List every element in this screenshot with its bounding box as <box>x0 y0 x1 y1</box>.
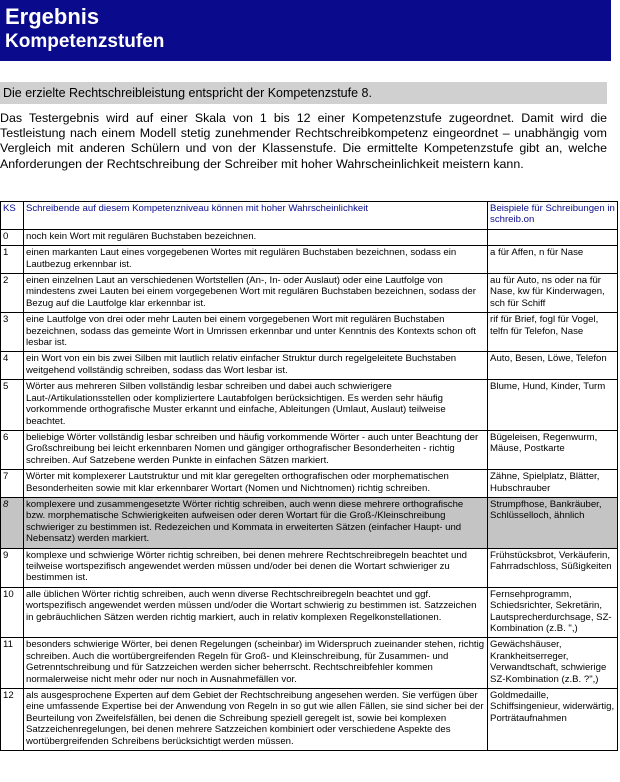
description-cell: Wörter mit komplexerer Lautstruktur und mit klar geregelten orthografischen oder morphematischen Besonderheiten sowie mit klar erkennbarer Wortart (Nomen und Nichtnomen) richtig schreiben. <box>23 470 487 498</box>
header-examples: Beispiele für Schreibungen in schreib.on <box>488 202 618 230</box>
examples-cell: Fernsehprogramm, Schiedsrichter, Sekretärin, Lautsprecherdurchsage, SZ-Kombination (z.B. ",) <box>488 587 618 638</box>
examples-cell: au für Auto, ns oder na für Nase, kw für Kinderwagen, sch für Schiff <box>488 274 618 313</box>
table-row <box>1 380 618 431</box>
description-cell: eine Lautfolge von drei oder mehr Lauten bei einem vorgegebenen Wort mit regulären Buchstaben bezeichnen, sodass das gemeinte Wort in Umrissen erkennbar und unter Kenntnis des Kontexts schon oft lesbar ist. <box>23 313 487 352</box>
examples-cell: a für Affen, n für Nase <box>488 246 618 274</box>
description-cell: einen markanten Laut eines vorgegebenen Wortes mit regulären Buchstaben bezeichnen, sodass ein Lautbezug erkennbar ist. <box>23 246 487 274</box>
examples-cell: Zähne, Spielplatz, Blätter, Hubschrauber <box>488 470 618 498</box>
table-row <box>1 689 618 751</box>
page-title: Ergebnis <box>5 4 100 29</box>
ks-cell: 1 <box>1 246 24 274</box>
examples-cell: Blume, Hund, Kinder, Turm <box>488 380 618 431</box>
competence-table <box>0 201 618 751</box>
examples-cell: Gewächshäuser, Krankheitserreger, Verwandtschaft, schwierige SZ-Kombination (z.B. ?",) <box>488 638 618 689</box>
ks-cell: 9 <box>1 548 24 587</box>
table-row <box>1 352 618 380</box>
ks-cell: 5 <box>1 380 24 431</box>
table-row <box>1 587 618 638</box>
examples-cell: rif für Brief, fogl für Vogel, telfn für Telefon, Nase <box>488 313 618 352</box>
ks-cell: 7 <box>1 470 24 498</box>
table-row <box>1 246 618 274</box>
examples-cell: Auto, Besen, Löwe, Telefon <box>488 352 618 380</box>
examples-cell: Frühstücksbrot, Verkäuferin, Fahrradschloss, Süßigkeiten <box>488 548 618 587</box>
page-subtitle: Kompetenzstufen <box>5 31 165 52</box>
header-ks: KS <box>1 202 24 230</box>
description-cell: noch kein Wort mit regulären Buchstaben bezeichnen. <box>23 229 487 245</box>
description-cell: komplexe und schwierige Wörter richtig schreiben, bei denen mehrere Rechtschreibregeln beachtet und teilweise wortspezifisch angewendet werden müssen und/oder bei denen die Wortart schwieriger zu bestimmen ist. <box>23 548 487 587</box>
ks-cell: 11 <box>1 638 24 689</box>
table-row <box>1 548 618 587</box>
intro-paragraph: Das Testergebnis wird auf einer Skala von 1 bis 12 einer Kompetenzstufe zugeordnet. Damit wird die Testleistung nach einem Modell stetig zunehmender Rechtschreibkompetenz eingeordnet – unabhängig vom Vergleich mit anderen Schülern und von der Klassenstufe. Die ermittelte Kompetenzstufe gibt an, welche Anforderungen der Rechtschreibung der Schreiber mit hoher Wahrscheinlichkeit meistern kann. <box>0 111 607 171</box>
ks-cell: 10 <box>1 587 24 638</box>
ks-cell: 0 <box>1 229 24 245</box>
description-cell: besonders schwierige Wörter, bei denen Regelungen (scheinbar) im Widerspruch zueinander stehen, richtig schreiben. Auch die wortübergreifenden Regeln für Groß- und Kleinschreibung, für Zusammen- und Getrenntschreibung und für Satzzeichen werden sicher beherrscht. Rechtschreibfehler kommen normalerweise nicht mehr oder nur noch in Ausnahmefällen vor. <box>23 638 487 689</box>
ks-cell: 12 <box>1 689 24 751</box>
description-cell: komplexere und zusammengesetzte Wörter richtig schreiben, auch wenn diese mehrere orthografische bzw. morphematische Schwierigkeiten aufweisen oder deren Wortart für die Groß-/Kleinschreibung schwieriger zu bestimmen ist. Redezeichen und Kommata in erweiterten Sätzen (einfacher Haupt- und Nebensatz) werden markiert. <box>23 497 487 548</box>
examples-cell: Bügeleisen, Regenwurm, Mäuse, Postkarte <box>488 430 618 469</box>
ks-cell: 3 <box>1 313 24 352</box>
table-row <box>1 638 618 689</box>
description-cell: Wörter aus mehreren Silben vollständig lesbar schreiben und dabei auch schwierigere Laut-/Artikulationsstellen oder kompliziertere Lautabfolgen berücksichtigen. Es werden sehr häufig vorkommende orthografische Muster erkannt und einfache, Ableitungen (Umlaut, Auslaut) teilweise beachtet. <box>23 380 487 431</box>
ks-cell: 2 <box>1 274 24 313</box>
page-header <box>0 0 611 61</box>
description-cell: ein Wort von ein bis zwei Silben mit lautlich relativ einfacher Struktur durch regelgeleitete Buchstaben weitgehend vollständig schreiben, sodass das Wort lesbar ist. <box>23 352 487 380</box>
table-row <box>1 470 618 498</box>
description-cell: einen einzelnen Laut an verschiedenen Wortstellen (An-, In- oder Auslaut) oder eine Lautfolge von mindestens zwei Lauten bei einem vorgegebenen Wort mit regulären Buchstaben bezeichnen, sodass der Bezug auf die Lautfolge klar erkennbar ist. <box>23 274 487 313</box>
ks-cell: 6 <box>1 430 24 469</box>
ks-cell: 8 <box>1 497 24 548</box>
ks-cell: 4 <box>1 352 24 380</box>
table-row <box>1 430 618 469</box>
table-row <box>1 313 618 352</box>
description-cell: beliebige Wörter vollständig lesbar schreiben und häufig vorkommende Wörter - auch unter Beachtung der Großschreibung bei leicht erkennbaren Nomen und gängiger orthografischer Besonderheiten - richtig schreiben. Auf Satzebene werden Punkte in einfachen Sätzen markiert. <box>23 430 487 469</box>
table-row <box>1 229 618 245</box>
table-header-row <box>1 202 618 230</box>
examples-cell: Goldmedaille, Schiffsingenieur, widerwärtig, Porträtaufnahmen <box>488 689 618 751</box>
description-cell: als ausgesprochene Experten auf dem Gebiet der Rechtschreibung angesehen werden. Sie verfügen über eine umfassende Expertise bei der Anwendung von Regeln in so gut wie allen Fällen, sie sind sicher bei der Beurteilung von Zweifelsfällen, bei denen die Schreibung speziell geregelt ist, sowie bei komplexen Satzzeichenregelungen, bei denen mehrere Satzzeichen kombiniert oder verschiedene Aspekte des wortübergreifenden Schreibens berücksichtigt werden müssen. <box>23 689 487 751</box>
result-statement: Die erzielte Rechtschreibleistung entspricht der Kompetenzstufe 8. <box>0 82 607 104</box>
header-description: Schreibende auf diesem Kompetenzniveau können mit hoher Wahrscheinlichkeit <box>23 202 487 230</box>
table-row <box>1 497 618 548</box>
table-row <box>1 274 618 313</box>
examples-cell: Strumpfhose, Bankräuber, Schlüsselloch, ähnlich <box>488 497 618 548</box>
examples-cell <box>488 229 618 245</box>
description-cell: alle üblichen Wörter richtig schreiben, auch wenn diverse Rechtschreibregeln beachtet und ggf. wortspezifisch angewendet werden müssen und/oder die Wortart schwierig zu bestimmen ist. Satzzeichen in gebräuchlichen Sätzen werden richtig markiert, auch in relativ komplexen Regelkonstellationen. <box>23 587 487 638</box>
